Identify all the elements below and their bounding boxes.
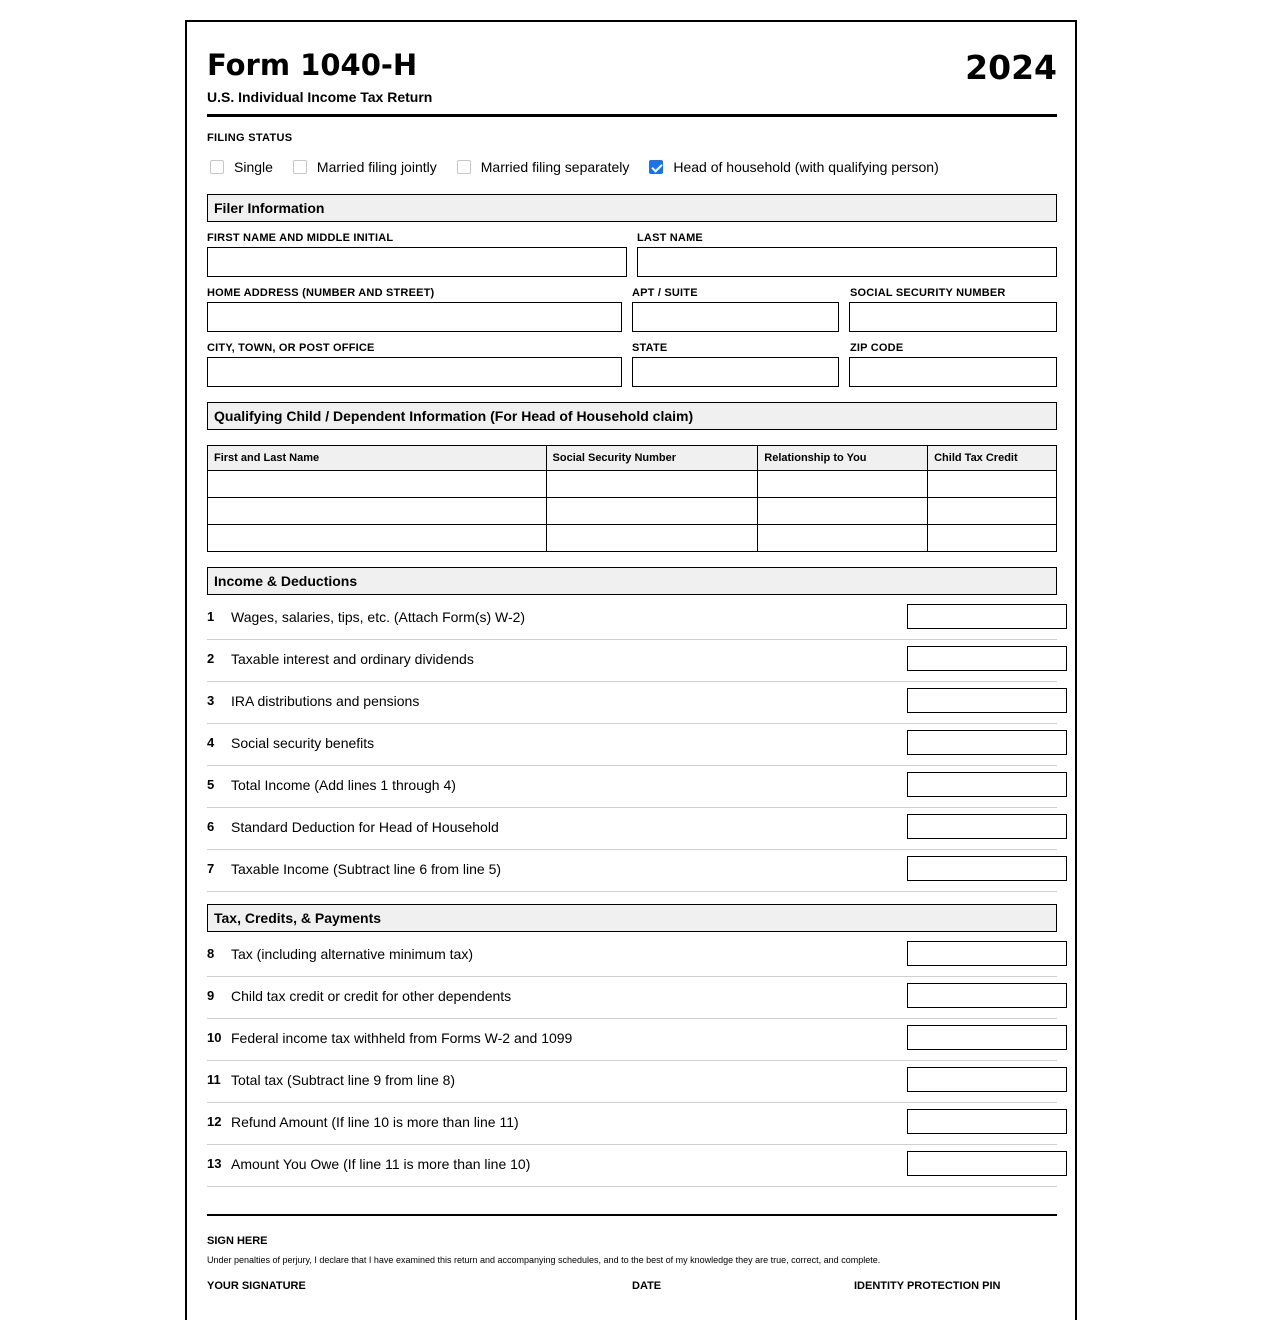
income-line-6: [207, 808, 1057, 850]
line-description: Amount You Owe (If line 11 is more than line 10): [231, 1156, 531, 1172]
income-heading: Income & Deductions: [207, 567, 1057, 595]
line-description: Total tax (Subtract line 9 from line 8): [231, 1072, 456, 1088]
state-input[interactable]: [632, 357, 839, 387]
line-description: Refund Amount (If line 10 is more than line 11): [231, 1114, 519, 1130]
income-line-5: [207, 766, 1057, 808]
line-number: 11: [207, 1072, 221, 1087]
line-9-amount-input[interactable]: [907, 983, 1067, 1008]
first-name-label: FIRST NAME AND MIDDLE INITIAL: [207, 232, 394, 244]
line-description: Wages, salaries, tips, etc. (Attach Form(s) W-2): [231, 609, 526, 625]
line-description: Social security benefits: [231, 735, 375, 751]
zip-label: ZIP CODE: [850, 342, 904, 354]
city-label: CITY, TOWN, OR POST OFFICE: [207, 342, 375, 354]
dependent-ssn-cell[interactable]: [546, 498, 758, 525]
married-separately-label: Married filing separately: [480, 159, 630, 175]
head-of-household-label: Head of household (with qualifying person): [673, 159, 939, 175]
dependent-relationship-cell[interactable]: [758, 471, 928, 498]
line-12-amount-input[interactable]: [907, 1109, 1067, 1134]
dependents-heading: Qualifying Child / Dependent Information (For Head of Household claim): [207, 402, 1057, 430]
form-page: [185, 20, 1077, 1320]
line-number: 6: [207, 819, 215, 834]
married-jointly-checkbox[interactable]: [293, 160, 307, 174]
income-line-3: [207, 682, 1057, 724]
signature-label: YOUR SIGNATURE: [207, 1280, 306, 1292]
tax-heading: Tax, Credits, & Payments: [207, 904, 1057, 932]
line-description: Taxable interest and ordinary dividends: [231, 651, 474, 667]
married-jointly-label: Married filing jointly: [316, 159, 437, 175]
filing-status-head-of-household[interactable]: [649, 159, 938, 175]
dependents-header-row: [208, 446, 1057, 471]
tax-year: 2024: [965, 48, 1057, 87]
dependent-credit-cell[interactable]: [928, 525, 1057, 552]
line-1-amount-input[interactable]: [907, 604, 1067, 629]
line-7-amount-input[interactable]: [907, 856, 1067, 881]
dependent-name-cell[interactable]: [208, 498, 547, 525]
title-divider: [207, 114, 1057, 117]
dependent-name-cell[interactable]: [208, 471, 547, 498]
dependent-credit-cell[interactable]: [928, 471, 1057, 498]
line-13-amount-input[interactable]: [907, 1151, 1067, 1176]
date-label: DATE: [632, 1280, 662, 1292]
line-description: IRA distributions and pensions: [231, 693, 420, 709]
tax-line-11: [207, 1061, 1057, 1103]
line-number: 10: [207, 1030, 222, 1045]
line-description: Total Income (Add lines 1 through 4): [231, 777, 456, 793]
line-5-amount-input[interactable]: [907, 772, 1067, 797]
filing-status-single[interactable]: [210, 159, 273, 175]
col-relationship-header: Relationship to You: [758, 446, 928, 471]
sign-here-label: SIGN HERE: [207, 1235, 268, 1247]
line-11-amount-input[interactable]: [907, 1067, 1067, 1092]
filing-status-options: [210, 159, 959, 175]
line-number: 8: [207, 946, 215, 961]
sign-divider: [207, 1214, 1057, 1216]
line-number: 13: [207, 1156, 222, 1171]
city-input[interactable]: [207, 357, 622, 387]
line-description: Taxable Income (Subtract line 6 from line 5): [231, 861, 502, 877]
income-line-1: [207, 598, 1057, 640]
filing-status-label: FILING STATUS: [207, 132, 293, 144]
dependent-name-cell[interactable]: [208, 525, 547, 552]
tax-line-12: [207, 1103, 1057, 1145]
single-label: Single: [234, 159, 273, 175]
tax-line-9: [207, 977, 1057, 1019]
married-separately-checkbox[interactable]: [457, 160, 471, 174]
line-2-amount-input[interactable]: [907, 646, 1067, 671]
line-number: 5: [207, 777, 215, 792]
income-line-4: [207, 724, 1057, 766]
income-line-7: [207, 850, 1057, 892]
line-number: 7: [207, 861, 215, 876]
table-row: [208, 498, 1057, 525]
line-description: Standard Deduction for Head of Household: [231, 819, 499, 835]
line-8-amount-input[interactable]: [907, 941, 1067, 966]
state-label: STATE: [632, 342, 668, 354]
line-description: Child tax credit or credit for other dependents: [231, 988, 512, 1004]
tax-line-13: [207, 1145, 1057, 1187]
last-name-input[interactable]: [637, 247, 1057, 277]
form-title: Form 1040-H: [207, 48, 418, 82]
ssn-label: SOCIAL SECURITY NUMBER: [850, 287, 1006, 299]
table-row: [208, 525, 1057, 552]
dependent-relationship-cell[interactable]: [758, 498, 928, 525]
zip-input[interactable]: [849, 357, 1057, 387]
last-name-label: LAST NAME: [637, 232, 703, 244]
col-name-header: First and Last Name: [208, 446, 547, 471]
single-checkbox[interactable]: [210, 160, 224, 174]
line-description: Federal income tax withheld from Forms W-2 and 1099: [231, 1030, 573, 1046]
dependent-credit-cell[interactable]: [928, 498, 1057, 525]
tax-line-10: [207, 1019, 1057, 1061]
filing-status-married-jointly[interactable]: [293, 159, 437, 175]
filing-status-married-separately[interactable]: [457, 159, 630, 175]
dependent-ssn-cell[interactable]: [546, 525, 758, 552]
line-number: 3: [207, 693, 215, 708]
line-4-amount-input[interactable]: [907, 730, 1067, 755]
line-number: 2: [207, 651, 215, 666]
tax-line-8: [207, 935, 1057, 977]
col-credit-header: Child Tax Credit: [928, 446, 1057, 471]
col-ssn-header: Social Security Number: [546, 446, 758, 471]
home-address-label: HOME ADDRESS (NUMBER AND STREET): [207, 287, 435, 299]
line-10-amount-input[interactable]: [907, 1025, 1067, 1050]
ip-pin-label: IDENTITY PROTECTION PIN: [854, 1280, 1001, 1292]
dependent-ssn-cell[interactable]: [546, 471, 758, 498]
filer-info-heading: Filer Information: [207, 194, 1057, 222]
table-row: [208, 471, 1057, 498]
line-description: Tax (including alternative minimum tax): [231, 946, 473, 962]
line-number: 9: [207, 988, 215, 1003]
line-6-amount-input[interactable]: [907, 814, 1067, 839]
apt-suite-input[interactable]: [632, 302, 839, 332]
head-of-household-checkbox[interactable]: [649, 160, 663, 174]
form-subtitle: U.S. Individual Income Tax Return: [207, 89, 433, 105]
first-name-input[interactable]: [207, 247, 627, 277]
dependents-table: [207, 445, 1057, 552]
home-address-input[interactable]: [207, 302, 622, 332]
dependent-relationship-cell[interactable]: [758, 525, 928, 552]
apt-suite-label: APT / SUITE: [632, 287, 698, 299]
perjury-declaration: Under penalties of perjury, I declare that I have examined this return and accompanying schedules, and to the best of my knowledge they are true, correct, and complete.: [207, 1255, 881, 1265]
income-line-2: [207, 640, 1057, 682]
line-3-amount-input[interactable]: [907, 688, 1067, 713]
line-number: 12: [207, 1114, 222, 1129]
line-number: 1: [207, 609, 215, 624]
ssn-input[interactable]: [849, 302, 1057, 332]
line-number: 4: [207, 735, 215, 750]
